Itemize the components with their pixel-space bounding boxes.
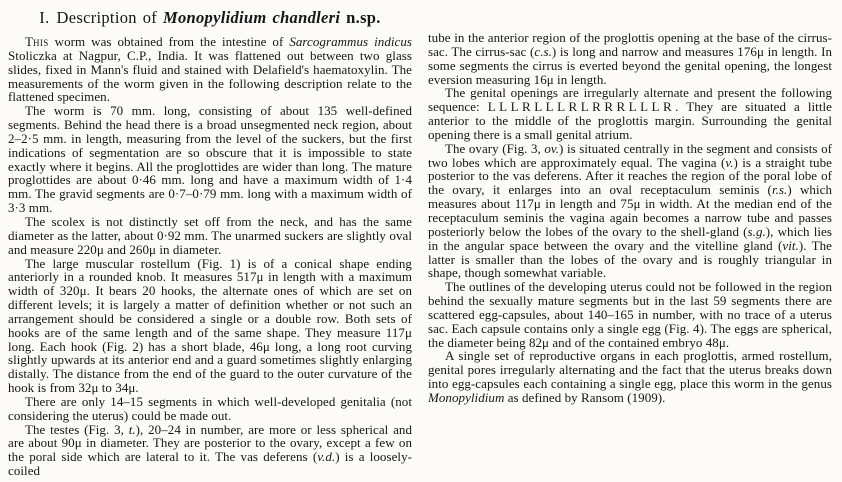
paragraph — [8, 257, 412, 395]
paragraph — [8, 395, 412, 423]
paragraph — [8, 104, 412, 215]
text-segment: The large muscular rostellum (Fig. 1) is of a conical shape ending anteriorly in a rounded knob. It measures 517μ in length with a maximum width of 320μ. It bears 20 hooks, the alternate ones of which are set on different levels; it is largely a matter of definition whether or not such an arrangement should be considered a single or a double row. Both sets of hooks are of the same length and of the same shape. They measure 117μ long. Each hook (Fig. 2) has a short blade, 46μ long, a long root curving slightly upwards at its anterior end and a guard sometimes slightly enlarging distally. The distance from the end of the guard to the outer curvature of the hook is from 32μ to 34μ. — [8, 255, 412, 396]
text-segment: his — [33, 34, 49, 49]
text-segment: The scolex is not distinctly set off from the neck, and has the same diameter as the latter, about 0·92 mm. The unarmed suckers are slightly oval and measure 220μ and 260μ in diameter. — [8, 213, 412, 257]
left-column-text — [8, 35, 412, 478]
paragraph — [428, 280, 832, 349]
text-segment: tube in the anterior region of the proglottis opening at the base of the cirrus-sac. The cirrus-sac ( — [428, 30, 832, 59]
text-segment: Stoliczka at Nagpur, C.P., India. It was flattened out between two glass slides, fixed in Mann's fluid and stained with Delafield's haematoxylin. The measurements of the worm given in the following description relate to the flattened specimen. — [8, 47, 412, 105]
right-column-text — [428, 31, 832, 405]
text-segment: worm was obtained from the intestine of — [48, 34, 290, 49]
paragraph — [428, 86, 832, 141]
text-segment: s.g. — [747, 223, 766, 239]
text-segment: The ovary (Fig. 3, — [445, 140, 545, 156]
text-segment: . They are situated a little anterior to the middle of the proglottis margin. Surrounding the genital opening there is a small genital atrium. — [428, 99, 832, 142]
text-segment: T — [25, 34, 33, 49]
text-segment: A single set of reproductive organs in each proglottis, armed rostellum, genital pores irregularly alternating and the fact that the uterus breaks down into egg-capsules each containing a single egg, place this worm in the genus — [428, 348, 832, 392]
section-numeral: I. — [39, 8, 50, 27]
text-segment: The worm is 70 mm. long, consisting of about 135 well-defined segments. Behind the head there is a broad unsegmented neck region, about 2–2·5 mm. in length, measuring from the level of the suckers, but the first indications of segmentation are so obscure that it is impossible to state exactly where it begins. All the proglottides are wider than long. The mature proglottides are about 0·46 mm. long and have a maximum width of 1·4 mm. The gravid segments are 0·7–0·79 mm. long with a maximum width of 3·3 mm. — [8, 103, 412, 216]
text-segment: ) is long and narrow and measures 176μ in length. In some segments the cirrus is everted beyond the genital opening, the longest eversion measuring 16μ in length. — [428, 43, 833, 87]
text-segment: Monopylidium — [428, 389, 505, 405]
text-segment: ov. — [544, 140, 560, 156]
text-segment: The genital openings are irregularly alternate and present the following sequence: — [428, 85, 832, 115]
title-prefix: Description of — [56, 8, 163, 27]
text-segment: ) is a straight tube posterior to the vas deferens. After it reaches the region of the poral lobe of the ovary, it enlarges into an oval receptaculum seminis ( — [428, 154, 832, 198]
text-segment: ) is a loosely-coiled — [8, 449, 413, 479]
text-segment: as defined by Ransom (1909). — [504, 389, 666, 405]
text-segment: r.s. — [771, 182, 788, 198]
text-segment: v. — [725, 154, 734, 170]
text-segment: There are only 14–15 segments in which well-developed genitalia (not considering the uterus) could be made out. — [8, 393, 412, 423]
paragraph — [428, 349, 832, 404]
title-suffix: n.sp. — [340, 8, 381, 27]
paragraph — [8, 215, 412, 257]
paragraph — [428, 142, 832, 280]
text-segment: v.d. — [317, 449, 336, 465]
text-segment: ), which lies in the angular space between the ovary and the vitelline gland ( — [428, 223, 832, 253]
paragraph — [8, 35, 412, 104]
text-segment: The testes (Fig. 3, — [25, 421, 129, 437]
section-title — [8, 8, 412, 28]
text-segment: t. — [128, 421, 136, 437]
paragraph — [8, 423, 412, 478]
text-segment: vit. — [782, 237, 799, 253]
paragraph — [428, 31, 832, 86]
text-segment: c.s. — [534, 43, 552, 59]
text-segment: The outlines of the developing uterus could not be followed in the region behind the sexually mature segments but in the last 59 segments there are scattered egg-capsules, about 140–165 in number, with no trace of a uterus sac. Each capsule contains only a single egg (Fig. 4). The eggs are spherical, the diameter being 82μ and of the contained embryo 48μ. — [428, 279, 832, 350]
title-species-name: Monopylidium chandleri — [163, 8, 341, 27]
text-segment: ) which measures about 117μ in length and 75μ in width. At the median end of the receptaculum seminis the vagina again becomes a narrow tube and passes posteriorly below the lobes of the ovary to the shell-gland ( — [428, 182, 833, 239]
text-segment: ), 20–24 in number, are more or less spherical and are about 90μ in diameter. They are posterior to the ovary, except a few on the poral side which are lateral to it. The vas deferens ( — [8, 421, 413, 465]
left-column — [8, 6, 412, 482]
right-column — [428, 6, 832, 482]
text-segment: ) is situated centrally in the segment and consists of two lobes which are approximately equal. The vagina ( — [428, 140, 832, 170]
text-segment: Sarcogrammus indicus — [289, 34, 413, 49]
text-segment: LLLRLLLRLRRRLLLR — [487, 99, 676, 115]
text-segment: ). The latter is smaller than the lobes of the ovary and is roughly triangular in shape, though somewhat variable. — [428, 237, 832, 281]
